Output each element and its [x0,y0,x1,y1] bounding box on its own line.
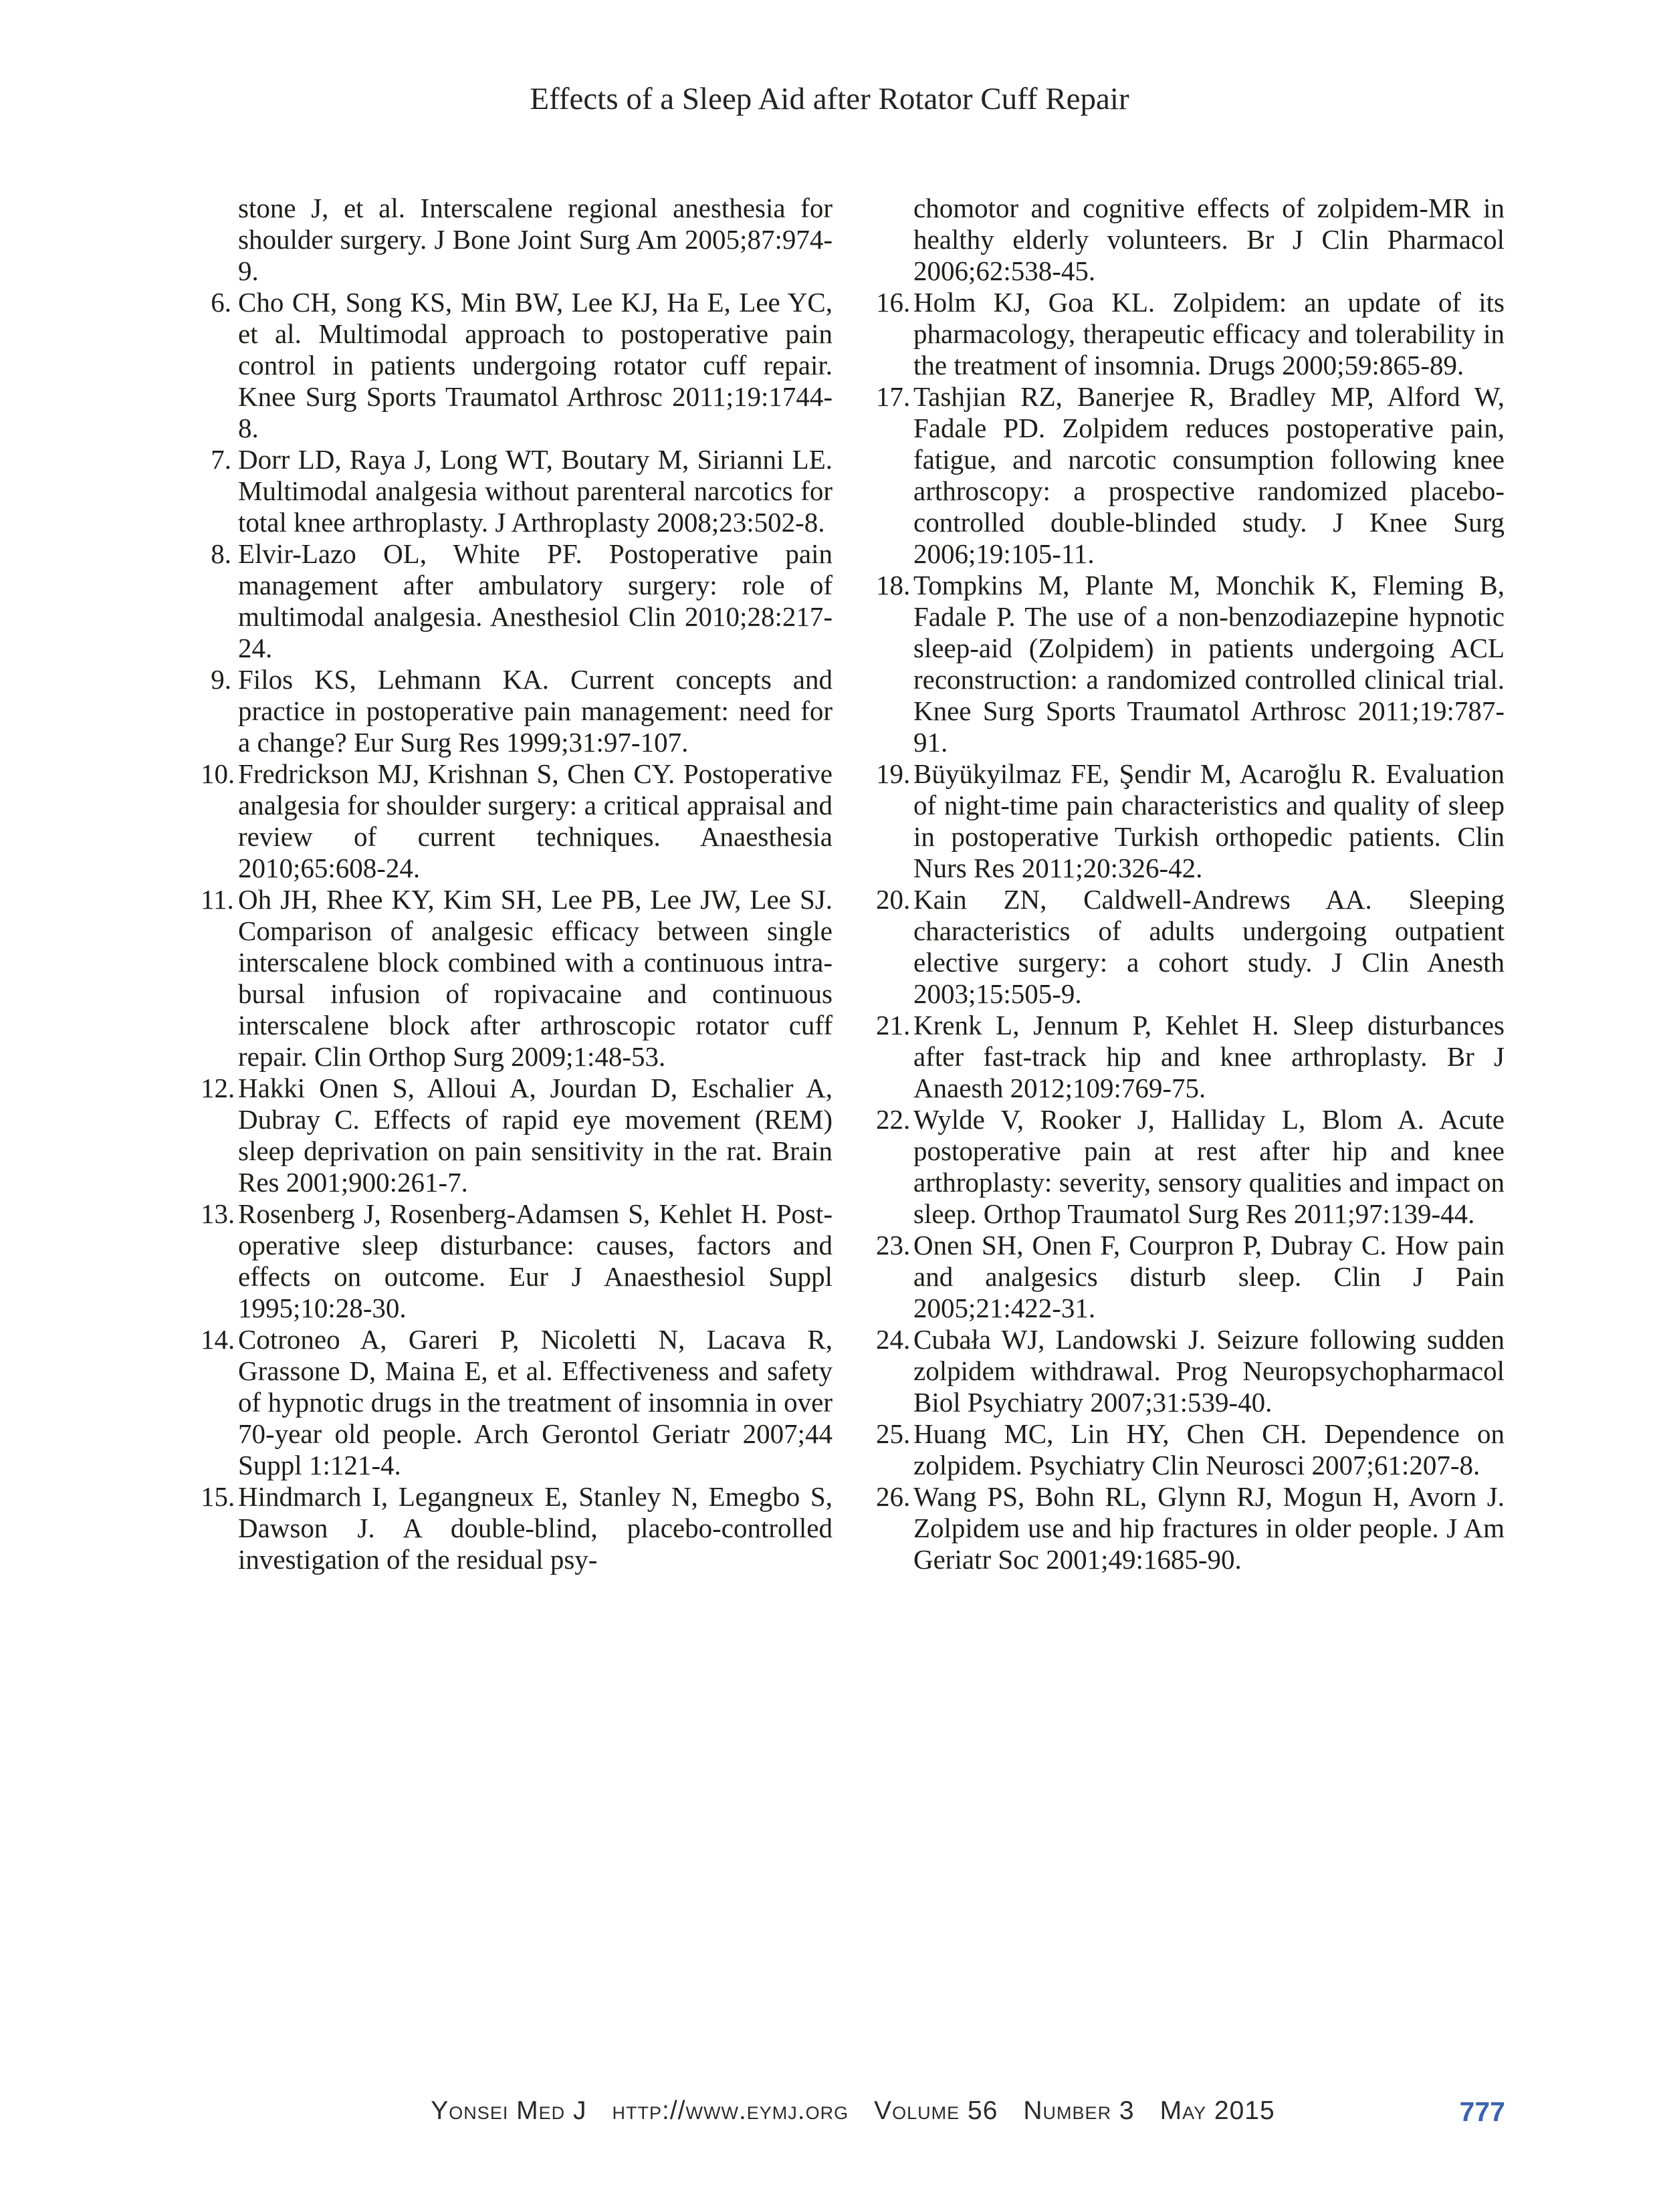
reference-item [201,538,833,664]
reference-text: Cubała WJ, Landowski J. Seizure following sudden zolpidem withdrawal. Prog Neuropsychopharmacol Biol Psychiatry 2007;31:539-40. [913,1324,1505,1418]
reference-text: stone J, et al. Interscalene regional anesthesia for shoulder surgery. J Bone Joint Surg Am 2005;87:974-9. [238,193,833,286]
reference-number: 8. [211,538,231,569]
references-column-left [201,193,833,1575]
reference-text: Filos KS, Lehmann KA. Current concepts and practice in postoperative pain management: need for a change? Eur Surg Res 1999;31:97-107. [238,664,833,758]
running-head: Effects of a Sleep Aid after Rotator Cuff Repair [530,82,1129,116]
reference-item [201,884,833,1073]
reference-item [876,884,1505,1010]
reference-number: 23. [876,1230,911,1260]
reference-number: 13. [201,1198,235,1229]
reference-item [876,1230,1505,1324]
reference-item [876,381,1505,570]
references-section [201,193,1505,1575]
reference-number: 12. [201,1073,235,1103]
volume-label: Volume 56 [874,2096,998,2125]
reference-number: 14. [201,1324,235,1355]
reference-text: Hakki Onen S, Alloui A, Jourdan D, Eschalier A, Dubray C. Effects of rapid eye movement (REM) sleep deprivation on pain sensitivity in the rat. Brain Res 2001;900:261-7. [238,1073,833,1198]
reference-text: Hindmarch I, Legangneux E, Stanley N, Emegbo S, Dawson J. A double-blind, placebo-controlled investigation of the residual psy- [238,1481,833,1575]
reference-text: Rosenberg J, Rosenberg-Adamsen S, Kehlet H. Post-operative sleep disturbance: causes, factors and effects on outcome. Eur J Anaesthesiol Suppl 1995;10:28-30. [238,1198,833,1323]
page-footer [201,2095,1505,2135]
reference-item [876,193,1505,287]
reference-text: Krenk L, Jennum P, Kehlet H. Sleep disturbances after fast-track hip and knee arthroplasty. Br J Anaesth 2012;109:769-75. [913,1010,1505,1103]
reference-number: 18. [876,570,911,600]
reference-item [201,758,833,884]
reference-item [201,193,833,287]
reference-number: 10. [201,758,235,789]
reference-item [876,1481,1505,1575]
reference-number: 9. [211,664,231,695]
reference-number: 20. [876,884,911,915]
reference-number: 16. [876,287,911,318]
reference-number: 22. [876,1104,911,1135]
reference-item [876,287,1505,381]
issue-label: Number 3 [1023,2096,1135,2125]
date-label: May 2015 [1159,2096,1275,2125]
references-column-right [876,193,1505,1575]
reference-number: 19. [876,758,911,789]
reference-item [201,444,833,538]
reference-text: Cotroneo A, Gareri P, Nicoletti N, Lacava R, Grassone D, Maina E, et al. Effectiveness and safety of hypnotic drugs in the treatment of insomnia in over 70-year old people. Arch Gerontol Geriatr 2007;44 Suppl 1:121-4. [238,1324,833,1480]
reference-number: 26. [876,1481,911,1512]
page-number: 777 [1459,2096,1505,2127]
reference-item [201,1481,833,1575]
reference-item [876,1104,1505,1230]
reference-text: Wang PS, Bohn RL, Glynn RJ, Mogun H, Avorn J. Zolpidem use and hip fractures in older people. J Am Geriatr Soc 2001;49:1685-90. [913,1481,1505,1575]
reference-text: chomotor and cognitive effects of zolpidem-MR in healthy elderly volunteers. Br J Clin Pharmacol 2006;62:538-45. [913,193,1505,286]
reference-number: 25. [876,1418,911,1449]
reference-text: Dorr LD, Raya J, Long WT, Boutary M, Sirianni LE. Multimodal analgesia without parenteral narcotics for total knee arthroplasty. J Arthroplasty 2008;23:502-8. [238,444,833,538]
reference-item [876,1010,1505,1104]
reference-item [201,1324,833,1481]
reference-number: 7. [211,444,231,475]
reference-item [876,1324,1505,1418]
reference-number: 17. [876,381,911,412]
journal-name: Yonsei Med J [431,2096,587,2125]
reference-number: 11. [201,884,234,915]
reference-text: Tompkins M, Plante M, Monchik K, Fleming B, Fadale P. The use of a non-benzodiazepine hypnotic sleep-aid (Zolpidem) in patients undergoing ACL reconstruction: a randomized controlled clinical trial. Knee Surg Sports Traumatol Arthrosc 2011;19:787-91. [913,570,1505,758]
reference-text: Holm KJ, Goa KL. Zolpidem: an update of its pharmacology, therapeutic efficacy and tolerability in the treatment of insomnia. Drugs 2000;59:865-89. [913,287,1505,380]
journal-url: http://www.eymj.org [612,2096,849,2125]
reference-text: Oh JH, Rhee KY, Kim SH, Lee PB, Lee JW, Lee SJ. Comparison of analgesic efficacy between single interscalene block combined with a continuous intra-bursal infusion of ropivacaine and continuous interscalene block after arthroscopic rotator cuff repair. Clin Orthop Surg 2009;1:48-53. [238,884,833,1072]
reference-item [201,1198,833,1324]
reference-text: Onen SH, Onen F, Courpron P, Dubray C. How pain and analgesics disturb sleep. Clin J Pain 2005;21:422-31. [913,1230,1505,1323]
reference-item [876,1418,1505,1481]
footer-citation [201,2095,1505,2127]
reference-number: 21. [876,1010,911,1040]
reference-number: 6. [211,287,231,318]
reference-item [876,570,1505,758]
reference-text: Tashjian RZ, Banerjee R, Bradley MP, Alford W, Fadale PD. Zolpidem reduces postoperative pain, fatigue, and narcotic consumption following knee arthroscopy: a prospective randomized placebo-controlled double-blinded study. J Knee Surg 2006;19:105-11. [913,381,1505,569]
reference-item [201,1073,833,1198]
reference-item [876,758,1505,884]
reference-text: Elvir-Lazo OL, White PF. Postoperative pain management after ambulatory surgery: role of multimodal analgesia. Anesthesiol Clin 2010;28:217-24. [238,538,833,663]
reference-number: 24. [876,1324,911,1355]
reference-text: Cho CH, Song KS, Min BW, Lee KJ, Ha E, Lee YC, et al. Multimodal approach to postoperative pain control in patients undergoing rotator cuff repair. Knee Surg Sports Traumatol Arthrosc 2011;19:1744-8. [238,287,833,443]
reference-text: Fredrickson MJ, Krishnan S, Chen CY. Postoperative analgesia for shoulder surgery: a critical appraisal and review of current techniques. Anaesthesia 2010;65:608-24. [238,758,833,883]
reference-text: Wylde V, Rooker J, Halliday L, Blom A. Acute postoperative pain at rest after hip and knee arthroplasty: severity, sensory qualities and impact on sleep. Orthop Traumatol Surg Res 2011;97:139-44. [913,1104,1505,1229]
reference-text: Huang MC, Lin HY, Chen CH. Dependence on zolpidem. Psychiatry Clin Neurosci 2007;61:207-8. [913,1418,1505,1480]
reference-item [201,664,833,758]
reference-text: Büyükyilmaz FE, Şendir M, Acaroğlu R. Evaluation of night-time pain characteristics and quality of sleep in postoperative Turkish orthopedic patients. Clin Nurs Res 2011;20:326-42. [913,758,1505,883]
reference-number: 15. [201,1481,235,1512]
reference-item [201,287,833,444]
reference-text: Kain ZN, Caldwell-Andrews AA. Sleeping characteristics of adults undergoing outpatient elective surgery: a cohort study. J Clin Anesth 2003;15:505-9. [913,884,1505,1009]
